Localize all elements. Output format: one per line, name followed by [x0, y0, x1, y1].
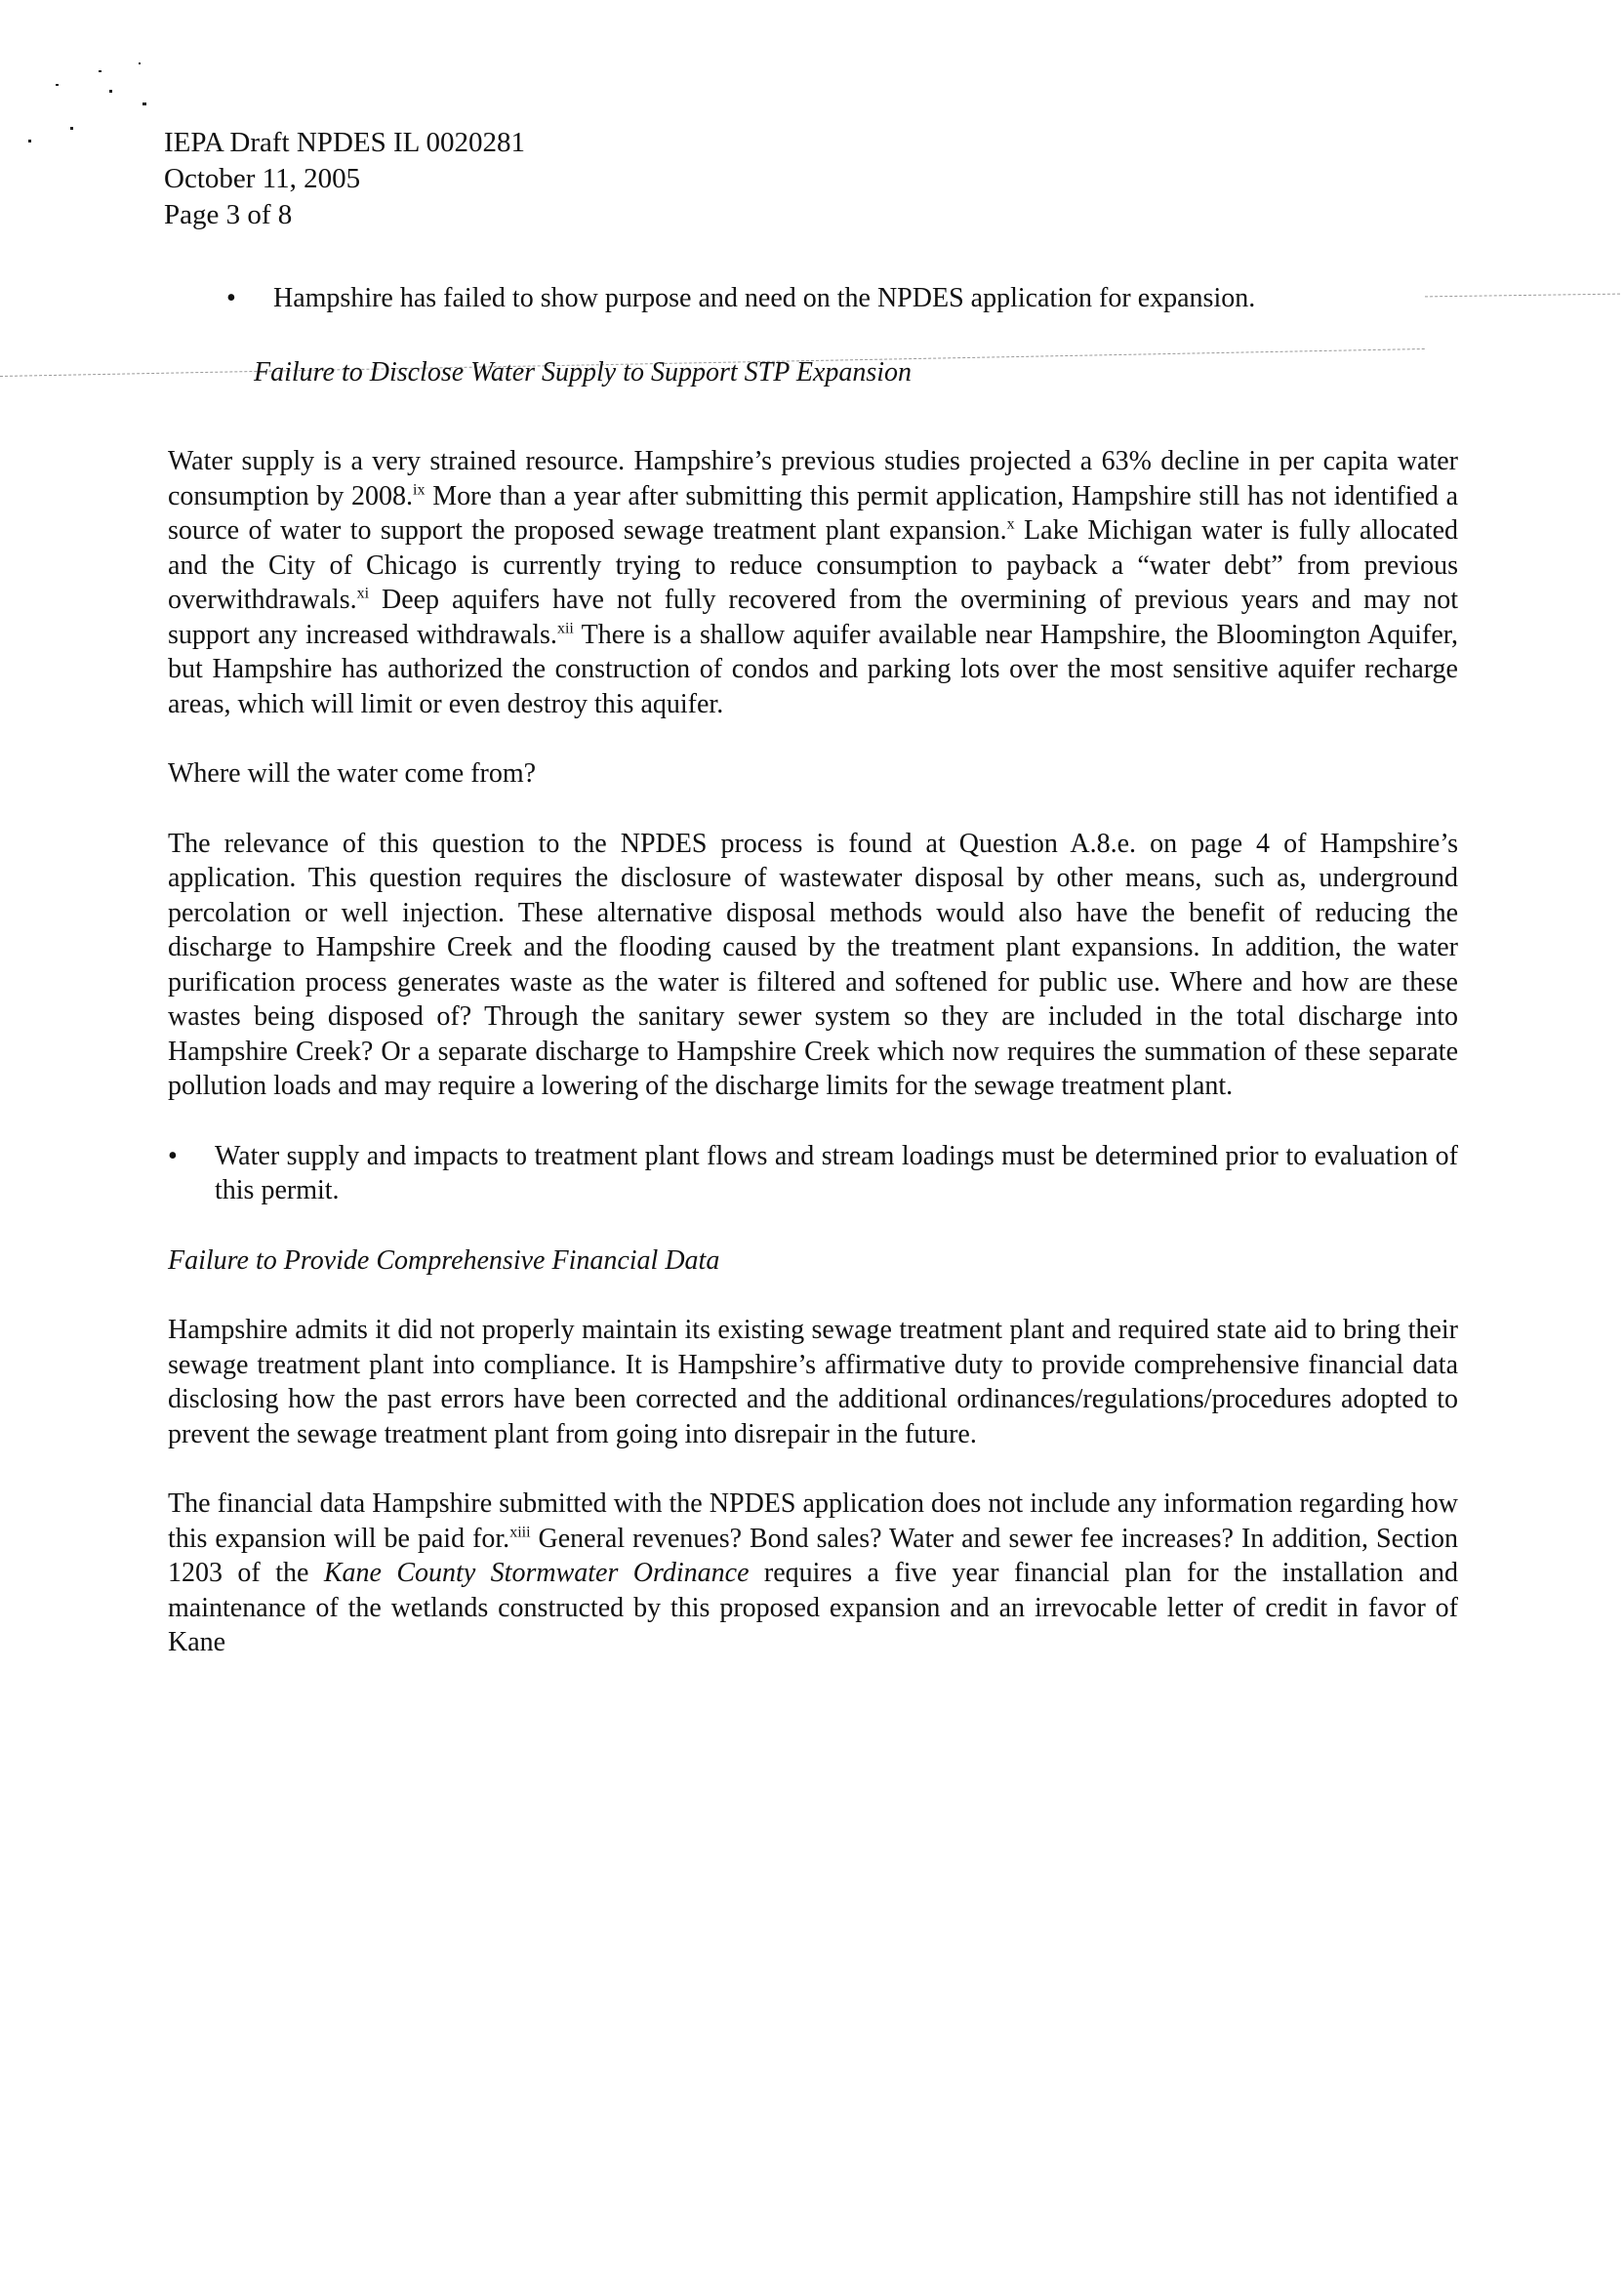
footnote-ref[interactable]: xiii — [509, 1524, 531, 1541]
page-number: Page 3 of 8 — [164, 199, 293, 230]
scan-speck — [109, 90, 112, 93]
footnote-ref[interactable]: xi — [356, 585, 370, 602]
footnote-ref[interactable]: x — [1006, 515, 1015, 533]
section-heading: Failure to Provide Comprehensive Financial Data — [168, 1244, 720, 1276]
footnote-ref[interactable]: xii — [556, 620, 574, 637]
spacer — [168, 389, 1458, 444]
paragraph-relevance: The relevance of this question to the NPDES process is found at Question A.8.e. on page 4 of Hampshire’s application. This question requires the disclosure of wastewater disposal by other means, such as, underground percolation or well injection. These alternative disposal methods would also have the benefit of reducing the discharge to Hampshire Creek and the flooding caused by the treatment plant expansions. In addition, the water purification process generates waste as the water is filtered and softened for public use. Where and how are these wastes being disposed of? Through the sanitary sewer system so they are included in the total discharge into Hampshire Creek? Or a separate discharge to Hampshire Creek which now requires the summation of these separate pollution loads and may require a lowering of the discharge limits for the sewage treatment plant. — [168, 828, 1458, 1101]
bullet-item — [142, 281, 1458, 316]
bullet-icon: • — [226, 283, 236, 313]
sentence: More than a year after submitting this permit application, Hampshire still has not identified a source of water to support the proposed sewage treatment plant expansion. — [168, 480, 1458, 546]
sentence: requires a five year financial plan for the installation and maintenance of the wetlands constructed by this proposed expansion and an irrevocable letter of credit in favor of Kane — [168, 1558, 1458, 1657]
spacer — [168, 721, 1458, 756]
spacer — [168, 792, 1458, 827]
scan-speck — [70, 127, 73, 130]
ordinance-title: Kane County Stormwater Ordinance — [323, 1558, 750, 1588]
paragraph-admits: Hampshire admits it did not properly maintain its existing sewage treatment plant and required state aid to bring their sewage treatment plant into compliance. It is Hampshire’s affirmative duty to provide comprehensive financial data disclosing how the past errors have been corrected and the additional ordinances/regulations/procedures adopted to prevent the sewage treatment plant from going into disrepair in the future. — [168, 1315, 1458, 1449]
scan-speck — [139, 62, 141, 64]
scan-speck — [28, 140, 31, 143]
bullet-icon: • — [168, 1140, 178, 1171]
page-body — [168, 264, 1458, 1660]
document-id: IEPA Draft NPDES IL 0020281 — [164, 127, 526, 158]
paragraph-question: Where will the water come from? — [168, 758, 537, 789]
paragraph-water-supply — [168, 444, 1458, 721]
sentence: General revenues? Bond sales? Water and sewer fee increases? In addition, Section 1203 of the — [168, 1523, 1458, 1588]
spacer — [168, 1278, 1458, 1313]
paragraph-financial — [168, 1487, 1458, 1660]
footnote-ref[interactable]: ix — [413, 481, 426, 499]
spacer — [168, 1104, 1458, 1139]
scan-speck — [142, 102, 146, 105]
scan-speck — [56, 84, 59, 86]
sentence: Lake Michigan water is fully allocated and the City of Chicago is currently trying to reduce consumption to payback a “water debt” from previous overwithdrawals. — [168, 515, 1458, 615]
sentence: There is a shallow aquifer available near Hampshire, the Bloomington Aquifer, but Hampshire has authorized the construction of condos and parking lots over the most sensitive aquifer recharge areas, which will limit or even destroy this aquifer. — [168, 619, 1459, 719]
spacer — [168, 1451, 1458, 1487]
bullet-text: Water supply and impacts to treatment plant flows and stream loadings must be determined prior to evaluation of this permit. — [215, 1140, 1458, 1205]
scan-speck — [99, 70, 102, 72]
sentence: Water supply is a very strained resource. Hampshire’s previous studies projected a 63% decline in per capita water consumption by 2008. — [168, 446, 1458, 511]
bullet-item — [168, 1139, 1458, 1208]
sentence: The financial data Hampshire submitted with the NPDES application does not include any information regarding how this expansion will be paid for. — [168, 1488, 1458, 1554]
section-heading: Failure to Disclose Water Supply to Support STP Expansion — [254, 356, 913, 387]
document-header — [164, 125, 525, 233]
bullet-text: Hampshire has failed to show purpose and need on the NPDES application for expansion. — [273, 283, 1256, 313]
document-date: October 11, 2005 — [164, 163, 361, 194]
sentence: Deep aquifers have not fully recovered from the overmining of previous years and may not support any increased withdrawals. — [168, 585, 1458, 650]
